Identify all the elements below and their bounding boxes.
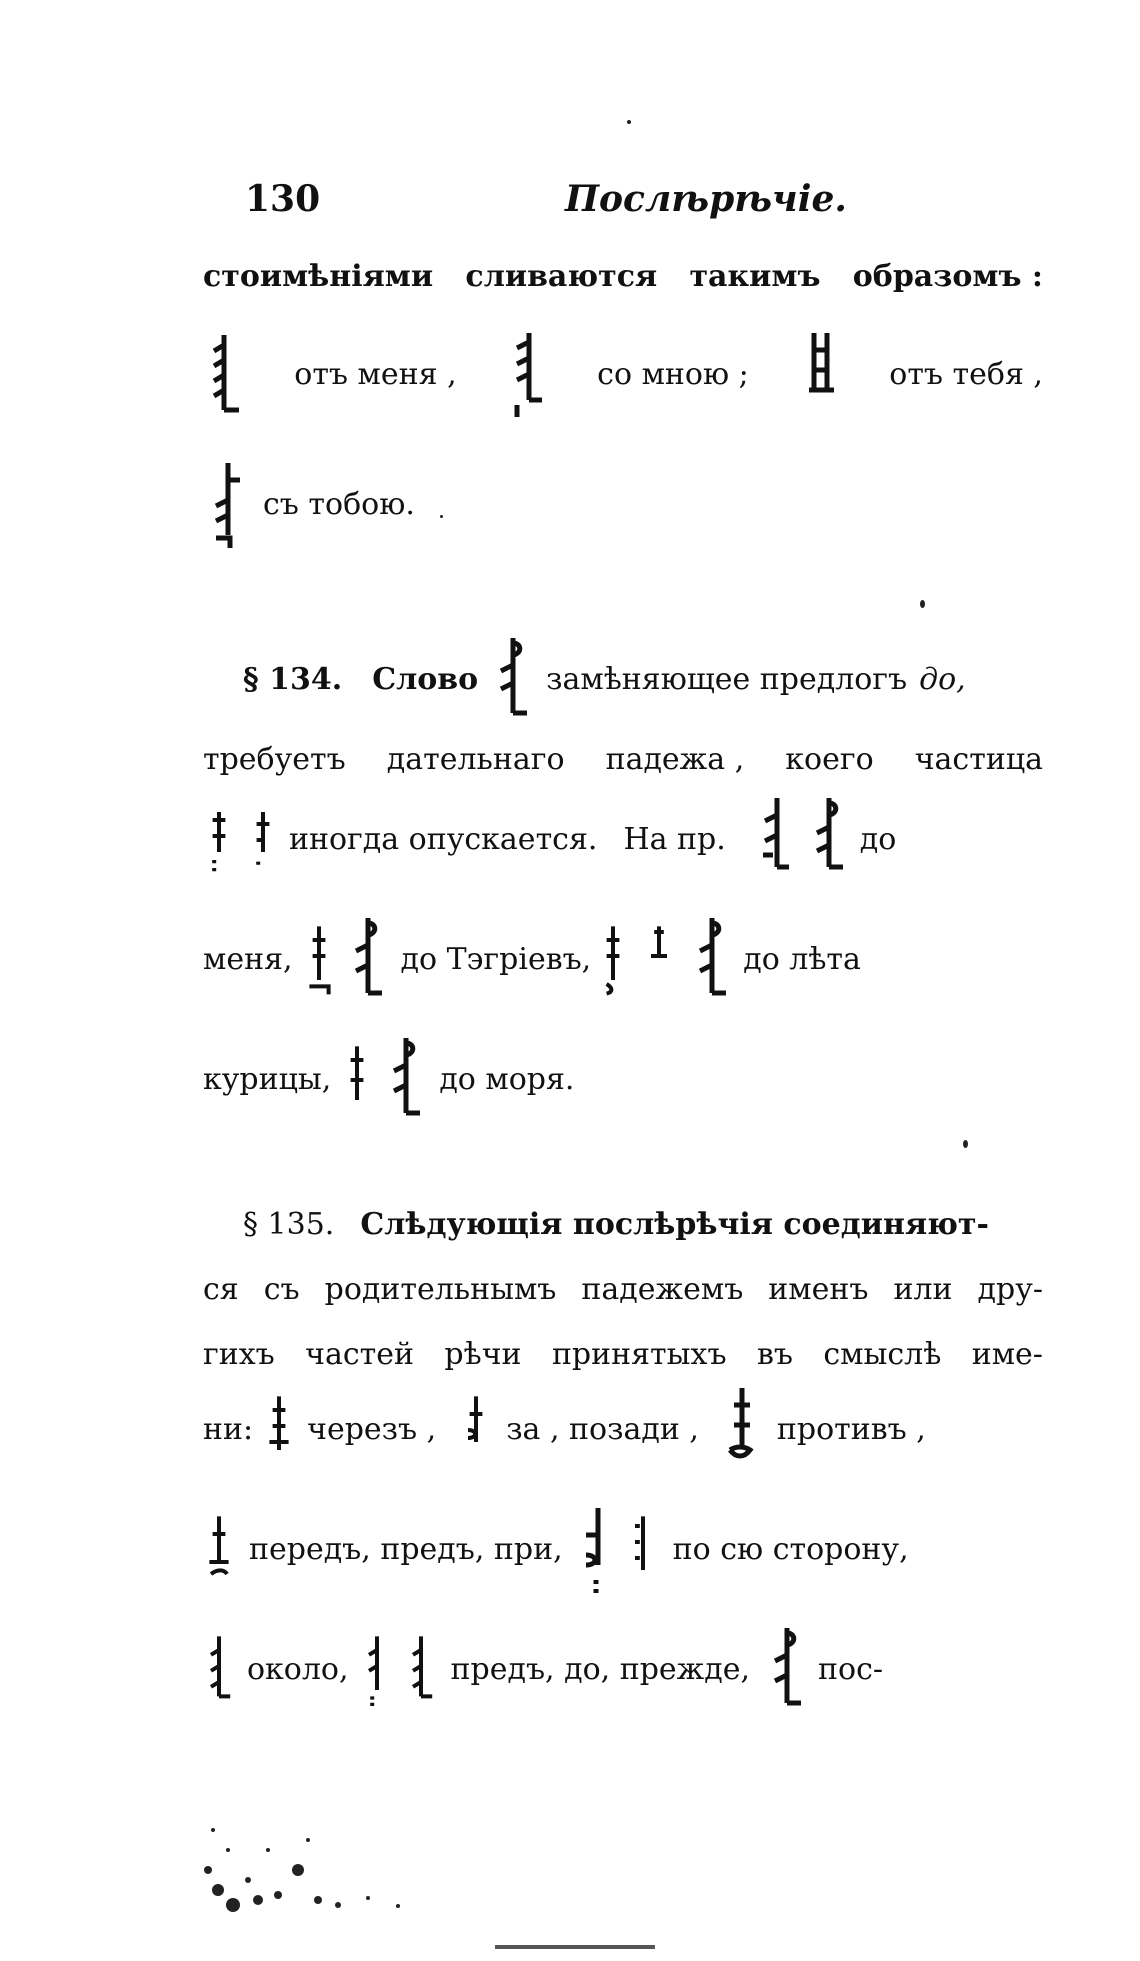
mongol-script-icon <box>345 915 387 1005</box>
mongol-script-icon <box>597 915 629 1005</box>
phrase: Слово <box>372 662 479 697</box>
text-line-14 <box>203 1615 1043 1725</box>
word: въ <box>756 1337 793 1372</box>
page-edge-mark <box>495 1945 655 1949</box>
mongol-script-icon <box>752 795 794 885</box>
word: ся <box>203 1272 239 1307</box>
word: коего <box>785 742 874 777</box>
word: дру- <box>977 1272 1043 1307</box>
word: образомъ : <box>852 259 1043 294</box>
phrase: иногда опускается. <box>289 822 598 857</box>
page-number: 130 <box>245 178 321 220</box>
phrase: до лѣта <box>743 942 861 977</box>
phrase: со мною ; <box>597 357 749 392</box>
section-number: § 134. <box>243 662 343 697</box>
phrase: пос- <box>818 1652 884 1687</box>
scan-speck <box>627 120 631 124</box>
phrase: по сю сторону, <box>672 1532 909 1567</box>
word: родительнымъ <box>324 1272 557 1307</box>
phrase: за , позади , <box>506 1412 699 1447</box>
word: или <box>893 1272 953 1307</box>
phrase: Слѣдующія послѣрѣчія соединяют- <box>360 1207 989 1242</box>
phrase: черезъ , <box>307 1412 437 1447</box>
word: име- <box>971 1337 1043 1372</box>
scan-speck <box>963 1140 968 1148</box>
mongol-script-icon <box>203 330 245 420</box>
text-line-7 <box>203 905 1043 1015</box>
mongol-script-icon <box>627 1505 659 1595</box>
mongol-script-icon <box>203 795 235 885</box>
phrase: съ тобою. <box>263 487 415 522</box>
phrase: замѣняющее предлогъ <box>546 662 908 697</box>
scan-speck <box>440 515 443 518</box>
word: сливаются <box>465 259 658 294</box>
text-line-12 <box>203 1380 1043 1480</box>
phrase: ни: <box>203 1412 254 1447</box>
word: падежа , <box>605 742 745 777</box>
text-line-3 <box>203 450 1043 560</box>
text-line-13 <box>203 1495 1043 1605</box>
text-line-8 <box>203 1030 1043 1130</box>
mongol-script-icon <box>798 330 840 420</box>
mongol-script-icon <box>203 1625 235 1715</box>
mongol-script-icon <box>575 1505 617 1595</box>
mongol-script-icon <box>303 915 335 1005</box>
phrase: На пр. <box>623 822 726 857</box>
mongol-script-icon <box>689 915 731 1005</box>
word: рѣчи <box>444 1337 522 1372</box>
scan-speck <box>920 600 925 608</box>
mongol-script-icon <box>203 1505 235 1595</box>
mongol-script-icon <box>721 1385 763 1475</box>
mongol-script-icon <box>263 1385 295 1475</box>
page-header <box>245 178 847 228</box>
word: именъ <box>768 1272 869 1307</box>
word: такимъ <box>689 259 821 294</box>
text-line-2 <box>203 325 1043 425</box>
mongol-script-icon <box>490 635 532 725</box>
text-line-1 <box>203 232 1043 322</box>
phrase: меня, <box>203 942 293 977</box>
phrase: до моря. <box>439 1062 575 1097</box>
phrase: до Тэгріевъ, <box>400 942 592 977</box>
word: частей <box>305 1337 414 1372</box>
mongol-script-icon <box>506 330 548 420</box>
phrase: передъ, предъ, при, <box>249 1532 563 1567</box>
text-line-6 <box>203 790 1043 890</box>
word: частица <box>914 742 1043 777</box>
section-number: § 135. <box>243 1207 335 1242</box>
phrase: отъ тебя , <box>889 357 1043 392</box>
ink-smudge <box>198 1810 468 1915</box>
mongol-script-icon <box>764 1625 806 1715</box>
mongol-script-icon <box>405 1625 437 1715</box>
phrase: около, <box>247 1652 349 1687</box>
phrase: противъ , <box>776 1412 926 1447</box>
mongol-script-icon <box>460 1385 492 1475</box>
mongol-script-icon <box>643 915 675 1005</box>
word: съ <box>263 1272 300 1307</box>
word: принятыхъ <box>551 1337 727 1372</box>
mongol-script-icon <box>247 795 279 885</box>
phrase: до <box>859 822 897 857</box>
word: дательнаго <box>386 742 565 777</box>
mongol-script-icon <box>341 1035 373 1125</box>
word: гихъ <box>203 1337 275 1372</box>
mongol-script-icon <box>203 460 245 550</box>
word: стоимѣніями <box>203 259 434 294</box>
word: требуетъ <box>203 742 346 777</box>
running-title: Послѣрѣчіе. <box>565 178 847 220</box>
mongol-script-icon <box>806 795 848 885</box>
phrase: предъ, до, прежде, <box>450 1652 751 1687</box>
phrase: курицы, <box>203 1062 332 1097</box>
word: падежемъ <box>581 1272 744 1307</box>
mongol-script-icon <box>383 1035 425 1125</box>
phrase: до, <box>919 662 966 697</box>
word: смыслѣ <box>823 1337 942 1372</box>
mongol-script-icon <box>361 1625 393 1715</box>
phrase: отъ меня , <box>294 357 457 392</box>
